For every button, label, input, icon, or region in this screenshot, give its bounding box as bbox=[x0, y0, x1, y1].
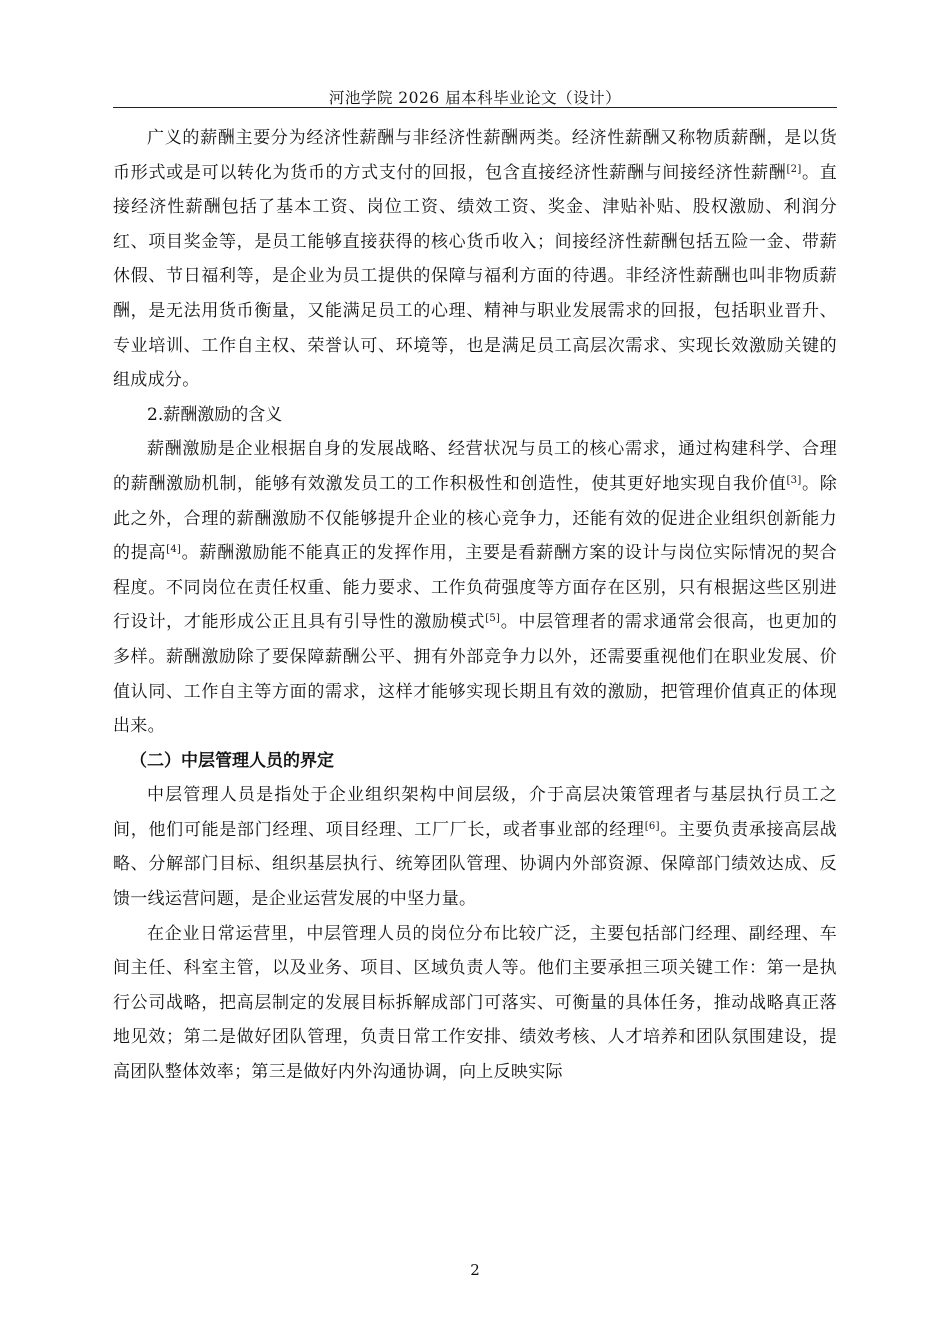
citation-ref: [4] bbox=[166, 544, 182, 556]
paragraph-compensation-types: 广义的薪酬主要分为经济性薪酬与非经济性薪酬两类。经济性薪酬又称物质薪酬，是以货币形式或是可以转化为货币的方式支付的回报，包含直接经济性薪酬与间接经济性薪酬[2]。直接经济性薪酬包括了基本工资、岗位工资、绩效工资、奖金、津贴补贴、股权激励、利润分红、项目奖金等，是员工能够直接获得的核心货币收入；间接经济性薪酬包括五险一金、带薪休假、节日福利等，是企业为员工提供的保障与福利方面的待遇。非经济性薪酬也叫非物质薪酬，是无法用货币衡量，又能满足员工的心理、精神与职业发展需求的回报，包括职业晋升、专业培训、工作自主权、荣誉认可、环境等，也是满足员工高层次需求、实现长效激励关键的组成成分。 bbox=[113, 128, 837, 391]
section-heading: （二）中层管理人员的界定 bbox=[130, 750, 334, 771]
citation-ref: [6] bbox=[644, 820, 660, 832]
paragraph-incentive-meaning: 薪酬激励是企业根据自身的发展战略、经营状况与员工的核心需求，通过构建科学、合理的薪酬激励机制，能够有效激发员工的工作积极性和创造性，使其更好地实现自我价值[3]。除此之外，合理的薪酬激励不仅能够提升企业的核心竞争力，还能有效的促进企业组织创新能力的提高[4]。薪酬激励能不能真正的发挥作用，主要是看薪酬方案的设计与岗位实际情况的契合程度。不同岗位在责任权重、能力要求、工作负荷强度等方面存在区别，只有根据这些区别进行设计，才能形成公正且具有引导性的激励模式[5]。中层管理者的需求通常会很高，也更加的多样。薪酬激励除了要保障薪酬公平、拥有外部竞争力以外，还需要重视他们在职业发展、价值认同、工作自主等方面的需求，这样才能够实现长期且有效的激励，把管理价值真正的体现出来。 bbox=[113, 439, 837, 737]
citation-ref: [5] bbox=[485, 613, 501, 625]
citation-ref: [3] bbox=[786, 474, 802, 486]
body-text bbox=[113, 121, 837, 1090]
page-number: 2 bbox=[470, 1261, 480, 1279]
running-header: 河池学院 2026 届本科毕业论文（设计） bbox=[328, 89, 622, 107]
header-rule bbox=[113, 107, 837, 108]
citation-ref: [2] bbox=[786, 163, 802, 175]
paragraph-middle-manager-roles: 在企业日常运营里，中层管理人员的岗位分布比较广泛，主要包括部门经理、副经理、车间主任、科室主管，以及业务、项目、区域负责人等。他们主要承担三项关键工作：第一是执行公司战略，把高层制定的发展目标拆解成部门可落实、可衡量的具体任务，推动战略真正落地见效；第二是做好团队管理，负责日常工作安排、绩效考核、人才培养和团队氛围建设，提高团队整体效率；第三是做好内外沟通协调，向上反映实际 bbox=[113, 923, 837, 1083]
subheading-meaning: 2.薪酬激励的含义 bbox=[147, 404, 283, 425]
paragraph-middle-manager-definition: 中层管理人员是指处于企业组织架构中间层级，介于高层决策管理者与基层执行员工之间，他们可能是部门经理、项目经理、工厂厂长，或者事业部的经理[6]。主要负责承接高层战略、分解部门目标、组织基层执行、统筹团队管理、协调内外部资源、保障部门绩效达成、反馈一线运营问题，是企业运营发展的中坚力量。 bbox=[113, 785, 838, 910]
